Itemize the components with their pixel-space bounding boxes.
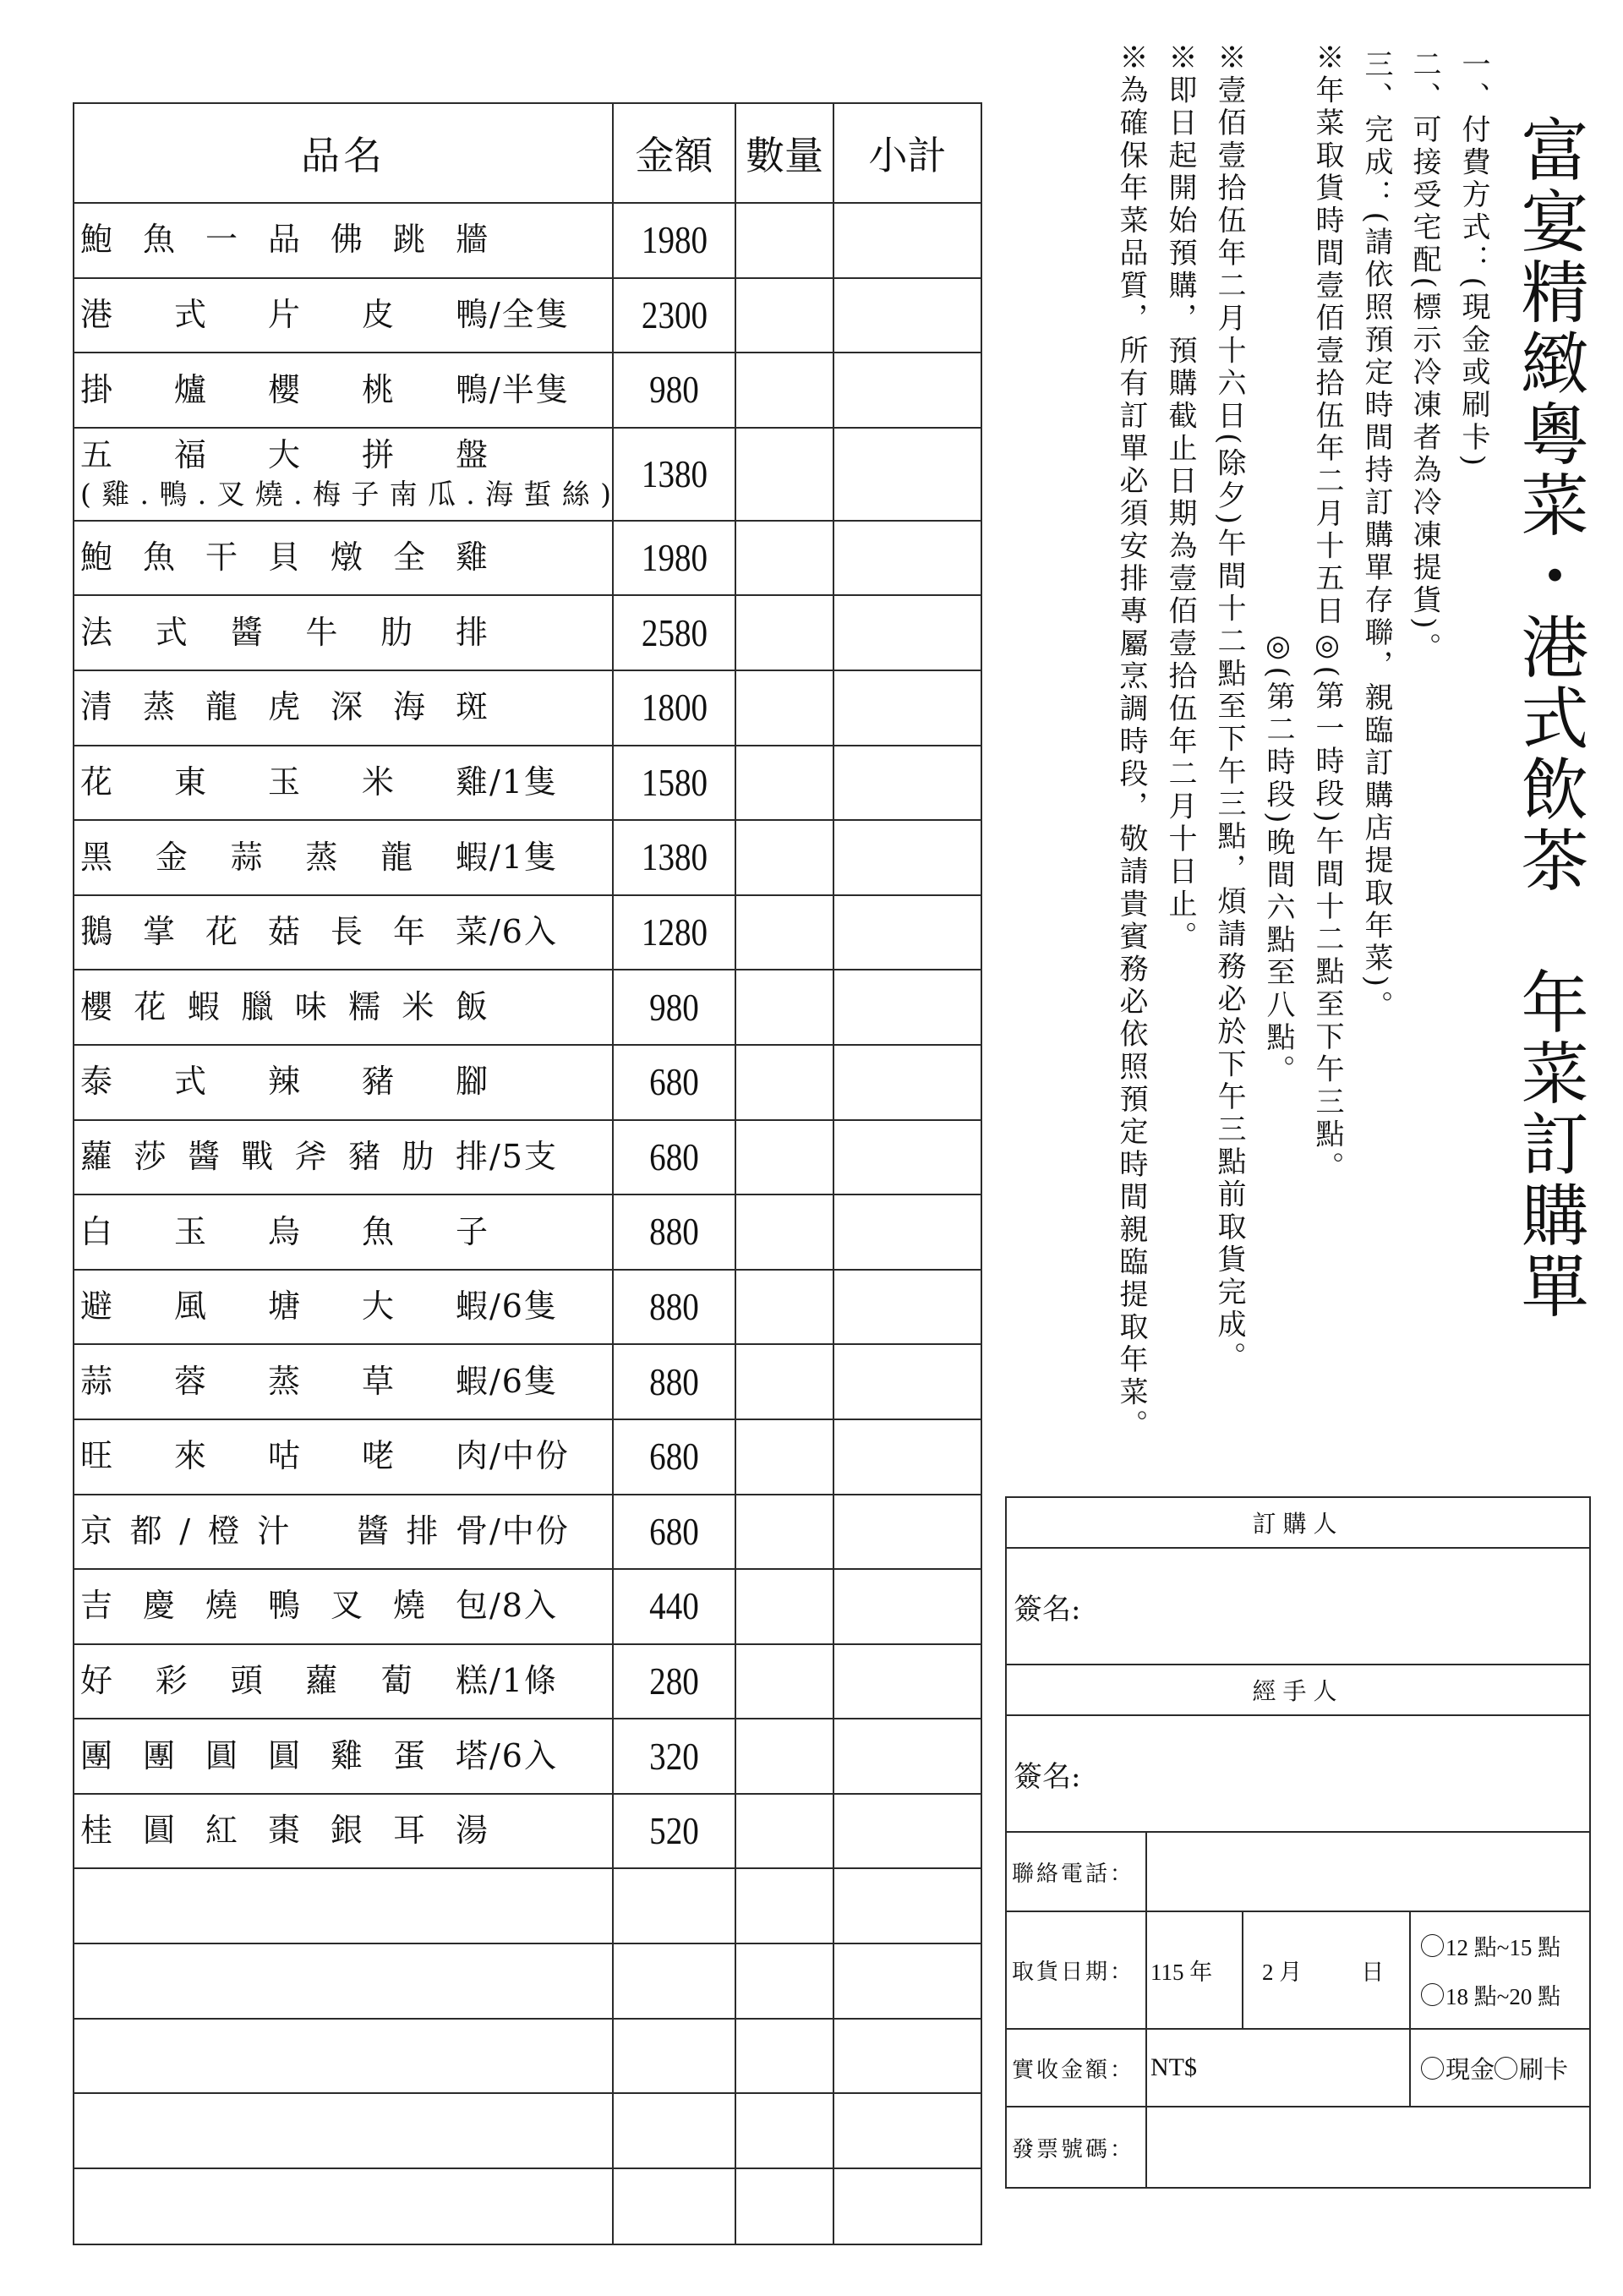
table-header-row — [74, 104, 981, 204]
phone-input[interactable] — [1147, 1833, 1589, 1911]
table-row-blank — [74, 1944, 981, 2020]
item-name-cell — [74, 821, 614, 894]
item-price: 1580 — [641, 760, 708, 804]
subtotal-field[interactable] — [834, 1121, 981, 1194]
subtotal-field[interactable] — [834, 429, 981, 520]
item-price-cell — [614, 429, 736, 520]
item-price-cell — [614, 1121, 736, 1194]
item-contents: (雞.鴨.叉燒.梅子南瓜.海蜇絲) — [80, 477, 611, 511]
item-unit: /1隻 — [489, 838, 558, 876]
item-name: 蘿莎醬戰斧豬肋排 — [80, 1137, 488, 1175]
item-unit: /5支 — [489, 1137, 558, 1175]
item-unit: /1條 — [489, 1662, 558, 1700]
pickup-date-label: 取貨日期： — [1007, 1912, 1147, 2028]
item-price: 1380 — [641, 451, 708, 495]
header-price — [614, 104, 736, 202]
header-item-name — [74, 104, 614, 202]
amount-received-label: 實收金額： — [1007, 2030, 1147, 2106]
item-price-cell — [614, 1719, 736, 1793]
quantity-field[interactable] — [736, 1121, 834, 1194]
table-row — [74, 970, 981, 1046]
item-name: 法式醬牛肋排 — [80, 613, 488, 651]
radio-circle-icon[interactable] — [1495, 2057, 1517, 2080]
radio-circle-icon[interactable] — [1421, 2057, 1444, 2080]
item-price: 880 — [649, 1285, 699, 1329]
item-price: 440 — [649, 1584, 699, 1628]
time-slot-12-15[interactable] — [1421, 1922, 1560, 1971]
payment-card-label: 刷卡 — [1519, 2054, 1569, 2084]
table-row — [74, 1719, 981, 1795]
item-name: 好彩頭蘿蔔糕 — [80, 1662, 488, 1700]
item-price: 2580 — [641, 610, 708, 654]
quantity-field[interactable] — [736, 2169, 834, 2244]
item-name: 櫻花蝦臘味糯米飯 — [80, 987, 488, 1025]
item-price-cell — [614, 1495, 736, 1569]
note-completion: 三、完成：(請依照預定時間持訂購單存聯，親臨訂購店提取年菜)。 — [1359, 49, 1393, 1024]
table-row — [74, 522, 981, 597]
quantity-field[interactable] — [736, 596, 834, 670]
item-name-cell — [74, 746, 614, 820]
item-name: 京都/橙汁 醬排骨 — [80, 1512, 488, 1550]
item-name-cell — [74, 1420, 614, 1494]
subtotal-field[interactable] — [834, 746, 981, 820]
quantity-field[interactable] — [736, 1495, 834, 1569]
subtotal-field[interactable] — [834, 1495, 981, 1569]
subtotal-field[interactable] — [834, 1944, 981, 2018]
subtotal-field[interactable] — [834, 204, 981, 277]
header-quantity-label: 數量 — [746, 133, 823, 178]
item-unit: /6入 — [489, 913, 558, 951]
item-name-cell — [74, 1719, 614, 1793]
header-quantity — [736, 104, 834, 202]
item-price-cell — [614, 746, 736, 820]
quantity-field[interactable] — [736, 1570, 834, 1643]
item-name: 旺來咕咾肉 — [80, 1437, 488, 1475]
quantity-field[interactable] — [736, 1944, 834, 2018]
item-name-field[interactable] — [74, 2094, 614, 2168]
item-name-field[interactable] — [74, 1869, 614, 1943]
item-name-cell — [74, 1495, 614, 1569]
time-slot-label: 18 點~20 點 — [1445, 1984, 1561, 2009]
item-name: 港式片皮鴨 — [80, 295, 488, 333]
table-row — [74, 353, 981, 429]
item-unit: /8入 — [489, 1587, 558, 1625]
item-price-cell — [614, 1195, 736, 1269]
order-info-form — [1005, 1496, 1591, 2189]
item-price: 280 — [649, 1659, 699, 1703]
item-name-cell — [74, 970, 614, 1044]
item-name: 鮑魚干貝燉全雞 — [80, 538, 488, 577]
radio-circle-icon[interactable] — [1421, 1983, 1444, 2006]
item-name-field[interactable] — [74, 2020, 614, 2093]
table-row — [74, 1495, 981, 1571]
item-price-cell — [614, 671, 736, 745]
handler-heading-row — [1007, 1665, 1589, 1716]
table-row — [74, 1345, 981, 1420]
item-name-cell — [74, 896, 614, 970]
table-row-blank — [74, 2020, 981, 2095]
quantity-field[interactable] — [736, 204, 834, 277]
table-row — [74, 671, 981, 746]
table-row-blank — [74, 2094, 981, 2169]
table-row-blank — [74, 2169, 981, 2244]
item-name-cell — [74, 596, 614, 670]
item-price-cell — [614, 1570, 736, 1643]
item-price-cell — [614, 522, 736, 595]
table-row — [74, 596, 981, 671]
item-unit: /6隻 — [489, 1287, 558, 1326]
quantity-field[interactable] — [736, 1195, 834, 1269]
table-row-blank — [74, 1869, 981, 1944]
header-subtotal-label: 小計 — [868, 133, 947, 178]
pickup-year: 115 年 — [1147, 1912, 1243, 2028]
item-price: 1980 — [641, 536, 708, 580]
item-price-cell — [614, 1795, 736, 1868]
subtotal-field[interactable] — [834, 821, 981, 894]
subtotal-field[interactable] — [834, 671, 981, 745]
item-price-field[interactable] — [614, 2094, 736, 2168]
item-name-cell — [74, 1570, 614, 1643]
item-name-cell — [74, 1121, 614, 1194]
item-price: 1800 — [641, 686, 708, 730]
item-unit: /1隻 — [489, 763, 558, 801]
quantity-field[interactable] — [736, 821, 834, 894]
note-pickup-time-slot-1: ※年菜取貨時間壹佰壹拾伍年二月十五日◎(第一時段)午間十二點至下午三點。 — [1310, 42, 1344, 1184]
item-name-line — [80, 435, 489, 476]
invoice-number-label: 發票號碼： — [1007, 2107, 1147, 2187]
item-price: 680 — [649, 1435, 699, 1479]
subtotal-field[interactable] — [834, 1645, 981, 1719]
subtotal-field[interactable] — [834, 1195, 981, 1269]
item-name: 吉慶燒鴨叉燒包 — [80, 1587, 488, 1625]
pickup-month: 2 月 — [1262, 1960, 1303, 1985]
quantity-field[interactable] — [736, 1420, 834, 1494]
table-row — [74, 746, 981, 822]
item-unit: /6隻 — [489, 1362, 558, 1400]
item-name-cell — [74, 1345, 614, 1419]
item-name-cell — [74, 204, 614, 277]
table-row — [74, 1271, 981, 1346]
subtotal-field[interactable] — [834, 596, 981, 670]
item-name-cell — [74, 1046, 614, 1119]
item-price-cell — [614, 896, 736, 970]
item-price: 980 — [649, 368, 699, 412]
subtotal-field[interactable] — [834, 2169, 981, 2244]
quantity-field[interactable] — [736, 896, 834, 970]
item-price: 680 — [649, 1509, 699, 1553]
item-name: 清蒸龍虎深海斑 — [80, 688, 488, 726]
item-name: 團團圓圓雞蛋塔 — [80, 1736, 488, 1774]
item-price: 880 — [649, 1210, 699, 1254]
currency-label: NT$ — [1150, 2053, 1197, 2081]
pickup-day-input[interactable] — [1302, 1958, 1361, 1983]
header-subtotal — [834, 104, 981, 202]
quantity-field[interactable] — [736, 1345, 834, 1419]
item-price: 320 — [649, 1734, 699, 1778]
subtotal-field[interactable] — [834, 279, 981, 353]
quantity-field[interactable] — [736, 1645, 834, 1719]
subtotal-field[interactable] — [834, 970, 981, 1044]
item-price-cell — [614, 1645, 736, 1719]
quantity-field[interactable] — [736, 1795, 834, 1868]
item-price: 2300 — [641, 292, 708, 336]
pickup-month-day — [1243, 1912, 1411, 2028]
table-row — [74, 1195, 981, 1271]
item-price-cell — [614, 204, 736, 277]
pickup-time-slots — [1411, 1912, 1589, 2028]
item-name-cell — [74, 522, 614, 595]
handler-heading: 經手人 — [1252, 1677, 1344, 1705]
quantity-field[interactable] — [736, 1719, 834, 1793]
subtotal-field[interactable] — [834, 353, 981, 427]
table-row — [74, 821, 981, 896]
item-unit: /中份 — [489, 1437, 570, 1475]
item-price: 1980 — [641, 218, 708, 262]
item-name: 鮑魚一品佛跳牆 — [80, 221, 488, 259]
item-name-cell — [74, 671, 614, 745]
item-price: 1380 — [641, 835, 708, 879]
header-price-label: 金額 — [635, 133, 713, 178]
payment-cash-label: 現金 — [1445, 2054, 1495, 2084]
table-row — [74, 896, 981, 971]
item-price-field[interactable] — [614, 1944, 736, 2018]
pickup-date-row — [1007, 1912, 1589, 2030]
item-price-field[interactable] — [614, 2020, 736, 2093]
table-row — [74, 1795, 981, 1870]
quantity-field[interactable] — [736, 1271, 834, 1344]
subtotal-field[interactable] — [834, 896, 981, 970]
time-slot-label: 12 點~15 點 — [1445, 1935, 1561, 1960]
item-price-cell — [614, 821, 736, 894]
invoice-number-row — [1007, 2107, 1589, 2187]
item-price-cell — [614, 353, 736, 427]
item-price: 880 — [649, 1359, 699, 1403]
subtotal-field[interactable] — [834, 1570, 981, 1643]
item-name-field[interactable] — [74, 2169, 614, 2244]
item-price-cell — [614, 1420, 736, 1494]
item-price: 980 — [649, 985, 699, 1029]
orderer-heading-row — [1007, 1498, 1589, 1549]
item-price-cell — [614, 1345, 736, 1419]
item-name: 鵝掌花菇長年菜 — [80, 913, 488, 951]
header-item-name-label: 品名 — [301, 133, 385, 178]
quantity-field[interactable] — [736, 671, 834, 745]
item-unit: /半隻 — [489, 370, 570, 408]
note-payment-method: 一、付費方式：(現金或刷卡) — [1456, 49, 1490, 470]
item-price-field[interactable] — [614, 2169, 736, 2244]
orderer-signature-field[interactable] — [1007, 1549, 1589, 1665]
table-row — [74, 429, 981, 522]
table-row — [74, 1046, 981, 1121]
item-name-cell — [74, 1195, 614, 1269]
item-price-cell — [614, 970, 736, 1044]
note-pickup-time-slot-2: ◎(第二時段)晚間六點至八點。 — [1261, 629, 1295, 1088]
item-name-field[interactable] — [74, 1944, 614, 2018]
quantity-field[interactable] — [736, 2094, 834, 2168]
amount-received-input[interactable] — [1147, 2030, 1411, 2106]
pickup-day-label: 日 — [1361, 1960, 1385, 1986]
table-row — [74, 279, 981, 354]
subtotal-field[interactable] — [834, 1795, 981, 1868]
subtotal-field[interactable] — [834, 522, 981, 595]
subtotal-field[interactable] — [834, 1271, 981, 1344]
item-name-cell — [74, 279, 614, 353]
subtotal-field[interactable] — [834, 1345, 981, 1419]
item-name: 避風塘大蝦 — [80, 1287, 488, 1326]
payment-method-options — [1411, 2030, 1589, 2106]
item-unit: /6入 — [489, 1736, 558, 1774]
subtotal-field[interactable] — [834, 1046, 981, 1119]
item-price: 1280 — [641, 910, 708, 954]
item-name: 白玉烏魚子 — [80, 1212, 488, 1250]
phone-row — [1007, 1833, 1589, 1912]
item-name: 黑金蒜蒸龍蝦 — [80, 838, 488, 876]
item-name: 五福大拼盤 — [80, 435, 488, 473]
page-title: 富宴精緻粵菜・港式飲茶 年菜訂購單 — [1510, 115, 1588, 1322]
table-row — [74, 204, 981, 279]
table-row — [74, 1645, 981, 1720]
quantity-field[interactable] — [736, 429, 834, 520]
note-new-years-eve-pickup: ※壹佰壹拾伍年二月十六日(除夕)午間十二點至下午三點，煩請務必於下午三點前取貨完成。 — [1212, 42, 1246, 1375]
amount-received-row — [1007, 2030, 1589, 2107]
item-price: 520 — [649, 1809, 699, 1853]
subtotal-field[interactable] — [834, 1869, 981, 1943]
quantity-field[interactable] — [736, 1046, 834, 1119]
item-name-cell — [74, 429, 614, 520]
note-quality-assurance: ※為確保年菜品質，所有訂單必須安排專屬烹調時段，敬請貴賓務必依照預定時間親臨提取年菜。 — [1114, 42, 1148, 1442]
item-price-cell — [614, 1046, 736, 1119]
quantity-field[interactable] — [736, 1869, 834, 1943]
handler-signature-field[interactable] — [1007, 1716, 1589, 1833]
item-unit: /全隻 — [489, 295, 570, 333]
radio-circle-icon[interactable] — [1421, 1934, 1444, 1957]
table-row — [74, 1121, 981, 1196]
item-name: 掛爐櫻桃鴨 — [80, 370, 488, 408]
item-name-cell — [74, 1795, 614, 1868]
note-delivery: 二、可接受宅配(標示冷凍者為冷凍提貨)。 — [1407, 49, 1441, 665]
item-name: 桂圓紅棗銀耳湯 — [80, 1812, 488, 1850]
quantity-field[interactable] — [736, 522, 834, 595]
table-row — [74, 1420, 981, 1495]
time-slot-18-20[interactable] — [1421, 1971, 1560, 2020]
item-name-cell — [74, 1645, 614, 1719]
quantity-field[interactable] — [736, 279, 834, 353]
order-table — [73, 102, 982, 2245]
item-price: 680 — [649, 1134, 699, 1178]
item-name-cell — [74, 353, 614, 427]
item-unit: /中份 — [489, 1512, 570, 1550]
orderer-signature-label: 簽名: — [1014, 1592, 1081, 1626]
item-price-field[interactable] — [614, 1869, 736, 1943]
note-preorder-deadline: ※即日起開始預購，預購截止日期為壹佰壹拾伍年二月十日止。 — [1163, 42, 1197, 954]
invoice-number-input[interactable] — [1147, 2107, 1589, 2187]
subtotal-field[interactable] — [834, 1719, 981, 1793]
table-row — [74, 1570, 981, 1645]
quantity-field[interactable] — [736, 970, 834, 1044]
subtotal-field[interactable] — [834, 2094, 981, 2168]
item-name-cell — [74, 1271, 614, 1344]
item-name: 花東玉米雞 — [80, 763, 488, 801]
quantity-field[interactable] — [736, 353, 834, 427]
handler-signature-label: 簽名: — [1014, 1759, 1081, 1794]
subtotal-field[interactable] — [834, 1420, 981, 1494]
item-price: 680 — [649, 1060, 699, 1104]
orderer-heading: 訂購人 — [1252, 1510, 1344, 1538]
item-name: 蒜蓉蒸草蝦 — [80, 1362, 488, 1400]
subtotal-field[interactable] — [834, 2020, 981, 2093]
quantity-field[interactable] — [736, 746, 834, 820]
item-price-cell — [614, 1271, 736, 1344]
item-price-cell — [614, 279, 736, 353]
quantity-field[interactable] — [736, 2020, 834, 2093]
phone-label: 聯絡電話： — [1007, 1833, 1147, 1911]
item-name: 泰式辣豬腳 — [80, 1063, 488, 1101]
item-price-cell — [614, 596, 736, 670]
